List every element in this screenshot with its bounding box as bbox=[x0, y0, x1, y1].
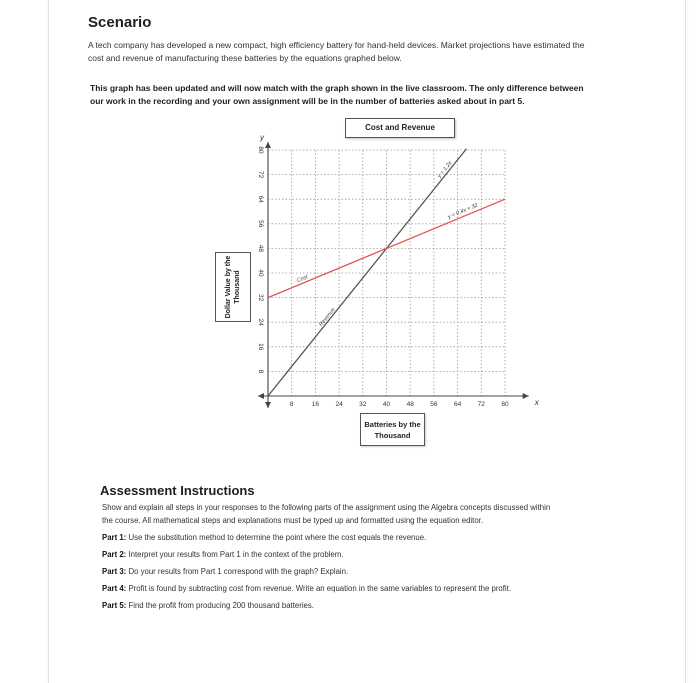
part-5-label: Part 5: bbox=[102, 601, 127, 610]
part-4-text: Profit is found by subtracting cost from revenue. Write an equation in the same variables to represent the profit. bbox=[128, 584, 511, 593]
x-tick-label-16: 16 bbox=[311, 401, 320, 408]
part-2-text: Interpret your results from Part 1 in the context of the problem. bbox=[128, 550, 344, 559]
assessment-title: Assessment Instructions bbox=[100, 483, 255, 498]
update-note-line-2: our work in the recording and your own assignment will be in the number of batteries asked about in part 5. bbox=[90, 96, 525, 106]
y-tick-label-24: 24 bbox=[257, 318, 264, 326]
x-tick-label-32: 32 bbox=[359, 401, 367, 408]
x-axis-label: Batteries by the Thousand bbox=[364, 419, 421, 440]
y-axis-label: Dollar Value by the Thousand bbox=[225, 255, 241, 319]
part-2 bbox=[102, 548, 662, 561]
y-axis-arrow bbox=[265, 142, 271, 148]
x-axis-label-box bbox=[360, 413, 425, 446]
part-3-text: Do your results from Part 1 correspond with the graph? Explain. bbox=[128, 567, 349, 576]
y-tick-label-48: 48 bbox=[257, 244, 264, 253]
y-axis-label-box bbox=[215, 252, 251, 322]
y-tick-label-16: 16 bbox=[257, 343, 264, 351]
part-1-label: Part 1: bbox=[102, 533, 127, 542]
part-4 bbox=[102, 582, 662, 595]
part-5 bbox=[102, 599, 662, 612]
chart-title: Cost and Revenue bbox=[345, 118, 455, 138]
assessment-intro-line-1: Show and explain all steps in your responses to the following parts of the assignment using the Algebra concepts discussed within bbox=[102, 503, 551, 512]
part-3-label: Part 3: bbox=[102, 567, 127, 576]
cost-equation: y = 0.4x + 32 bbox=[447, 202, 479, 221]
x-tick-label-8: 8 bbox=[289, 401, 294, 408]
part-1-text: Use the substitution method to determine the point where the cost equals the revenue. bbox=[128, 533, 427, 542]
revenue-series-label: Revenue bbox=[318, 306, 337, 328]
scenario-text-line-1: A tech company has developed a new compact, high efficiency battery for hand-held devices. Market projections have estimated the bbox=[88, 40, 585, 50]
y-tick-label-32: 32 bbox=[257, 293, 264, 302]
part-1 bbox=[102, 531, 662, 544]
y-tick-label-8: 8 bbox=[257, 369, 264, 374]
y-tick-label-40: 40 bbox=[257, 269, 264, 277]
y-tick-label-80: 80 bbox=[257, 146, 264, 154]
cost-series-label: Cost bbox=[296, 274, 309, 285]
x-tick-label-64: 64 bbox=[453, 401, 462, 408]
part-5-text: Find the profit from producing 200 thousand batteries. bbox=[128, 601, 314, 610]
x-tick-label-72: 72 bbox=[477, 401, 485, 408]
x-axis-letter: x bbox=[534, 398, 539, 407]
x-tick-label-40: 40 bbox=[382, 401, 391, 408]
revenue-equation: y = 1.2x bbox=[436, 160, 454, 180]
y-tick-label-72: 72 bbox=[257, 170, 264, 179]
y-axis-arrow-bottom bbox=[265, 402, 271, 408]
x-tick-label-80: 80 bbox=[501, 401, 509, 408]
x-axis-arrow-left bbox=[258, 393, 264, 399]
y-tick-label-64: 64 bbox=[257, 195, 264, 203]
x-tick-label-48: 48 bbox=[406, 401, 414, 408]
assessment-intro-line-2: the course. All mathematical steps and explanations must be typed up and formatted using the equation editor. bbox=[102, 516, 483, 525]
assessment-body bbox=[102, 501, 662, 612]
part-4-label: Part 4: bbox=[102, 584, 127, 593]
part-3 bbox=[102, 565, 662, 578]
scenario-title: Scenario bbox=[88, 14, 152, 31]
x-tick-label-24: 24 bbox=[335, 401, 343, 408]
x-axis-arrow bbox=[523, 393, 529, 399]
y-tick-label-56: 56 bbox=[257, 220, 264, 228]
scenario-text-line-2: cost and revenue of manufacturing these batteries by the equations graphed below. bbox=[88, 53, 402, 63]
y-axis-letter: y bbox=[260, 133, 264, 142]
update-note-line-1: This graph has been updated and will now match with the graph shown in the live classroom. The only difference between bbox=[90, 83, 584, 93]
revenue-line bbox=[268, 149, 466, 396]
part-2-label: Part 2: bbox=[102, 550, 127, 559]
x-tick-label-56: 56 bbox=[430, 401, 438, 408]
